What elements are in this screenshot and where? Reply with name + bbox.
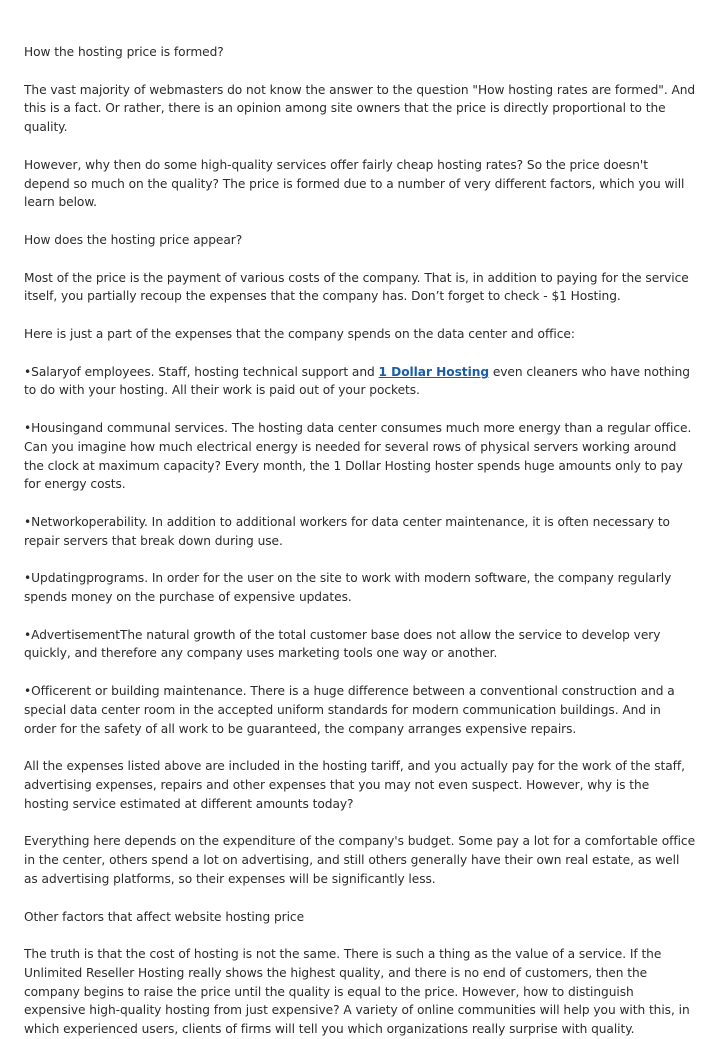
- bullet-text-after: even cleaners who have nothing to do with your hosting. All their work is paid out of your pockets.: [24, 364, 690, 398]
- value-paragraph: The truth is that the cost of hosting is not the same. There is such a thing as the value of a service. If the Unlimited Reseller Hosting really shows the highest quality, and there is no end of customers, then the company begins to raise the price until the quality is equal to the price. However, how to distinguish expensive high-quality hosting from just expensive? A variety of online communities will help you with this, in which experienced users, clients of firms will tell you which organizations really surprise with quality.: [24, 947, 690, 1037]
- bullet-advertisement: [24, 626, 696, 663]
- dollar-hosting-link[interactable]: 1 Dollar Hosting: [378, 364, 489, 379]
- heading-other-factors: Other factors that affect website hosting price: [24, 909, 305, 924]
- bullet-office: [24, 682, 696, 738]
- bullet-text: and communal services. The hosting data center consumes much more energy than a regular office. Can you imagine how much electrical energy is needed for several rows of physical servers working around the clock at maximum capacity? Every month, the 1 Dollar Hosting hoster spends huge amounts only to pay for energy costs.: [24, 421, 692, 492]
- bullet-housing: [24, 419, 696, 494]
- bullet-marker: •: [24, 571, 32, 586]
- bullet-text: operability. In addition to additional workers for data center maintenance, it is often necessary to repair servers that break down during use.: [24, 514, 670, 548]
- bullet-network: [24, 513, 696, 550]
- bullet-marker: •: [24, 684, 32, 699]
- bullet-term-updating: Updating: [31, 571, 87, 586]
- bullet-updating: [24, 569, 696, 606]
- bullet-marker: •: [24, 421, 32, 436]
- expenses-intro: Here is just a part of the expenses that the company spends on the data center and office:: [24, 327, 575, 342]
- budget-paragraph: Everything here depends on the expenditure of the company's budget. Some pay a lot for a comfortable office in the center, others spend a lot on advertising, and still others generally have their own real estate, as well as advertising platforms, so their expenses will be significantly less.: [24, 834, 696, 886]
- bullet-text: programs. In order for the user on the site to work with modern software, the company regularly spends money on the purchase of expensive updates.: [24, 571, 672, 605]
- bullet-term-housing: Housing: [31, 421, 81, 436]
- bullet-term-advertisement: Advertisement: [31, 627, 120, 642]
- bullet-term-office: Office: [31, 684, 67, 699]
- bullet-text: The natural growth of the total customer base does not allow the service to develop very quickly, and therefore any company uses marketing tools one way or another.: [24, 627, 661, 661]
- bullet-text: rent or building maintenance. There is a huge difference between a conventional construction and a special data center room in the accepted uniform standards for modern communication buildings. And in order for the safety of all work to be guaranteed, the company arranges expensive repairs.: [24, 684, 675, 736]
- heading-price-formed: How the hosting price is formed?: [24, 45, 224, 59]
- tariff-paragraph: All the expenses listed above are included in the hosting tariff, and you actually pay for the work of the staff, advertising expenses, repairs and other expenses that you may not even suspect. However, why is the hosting service estimated at different amounts today?: [24, 759, 685, 811]
- bullet-term-salary: Salary: [31, 364, 70, 379]
- bullet-marker: •: [24, 364, 32, 379]
- intro-paragraph: The vast majority of webmasters do not know the answer to the question "How hosting rates are formed". And this is a fact. Or rather, there is an opinion among site owners that the price is directly proportional to the quality.: [24, 82, 696, 135]
- bullet-marker: •: [24, 514, 32, 529]
- costs-paragraph: Most of the price is the payment of various costs of the company. That is, in addition to paying for the service itself, you partially recoup the expenses that the company has. Don’t forget to check - $1 Hosting.: [24, 270, 689, 304]
- heading-price-appear: How does the hosting price appear?: [24, 232, 243, 247]
- bullet-salary: [24, 363, 696, 400]
- bullet-term-network: Network: [31, 514, 82, 529]
- bullet-text: of employees. Staff, hosting technical support and: [69, 364, 379, 379]
- bullet-marker: •: [24, 627, 32, 642]
- quality-paragraph: However, why then do some high-quality services offer fairly cheap hosting rates? So the price doesn't depend so much on the quality? The price is formed due to a number of very different factors, which you will learn below.: [24, 157, 685, 210]
